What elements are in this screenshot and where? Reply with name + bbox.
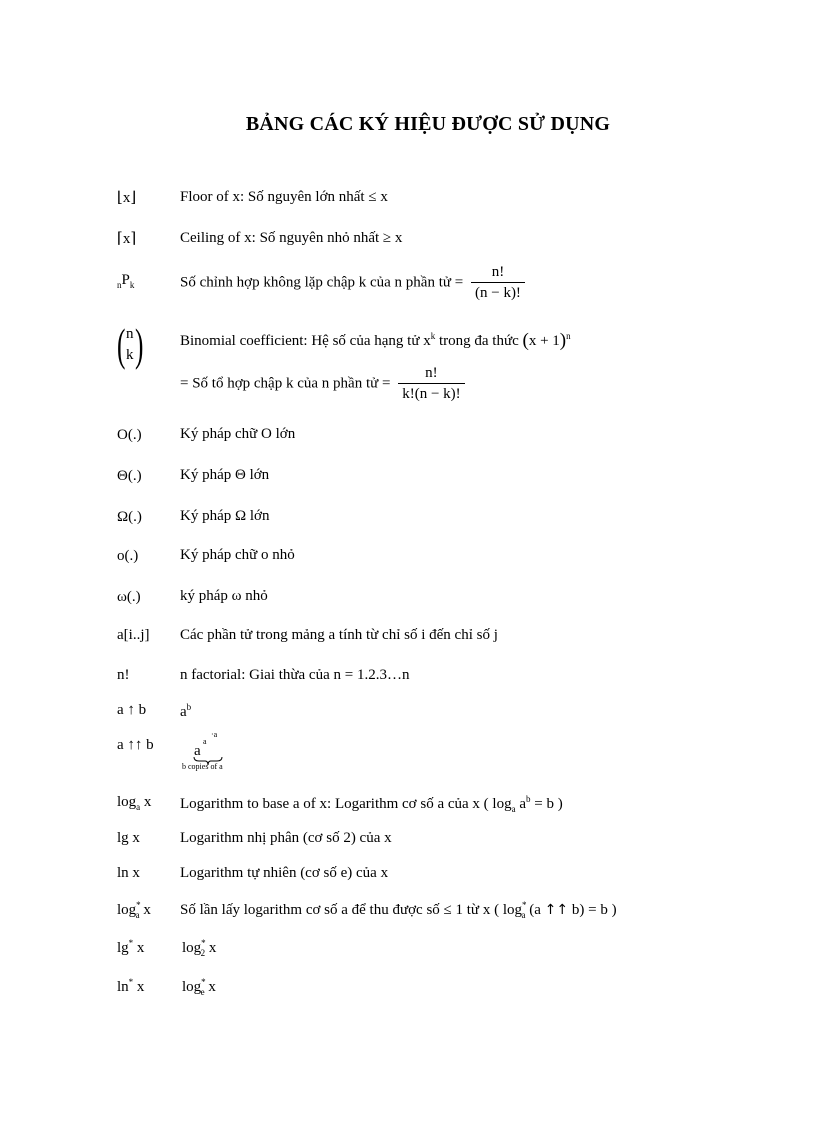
ln-description: Logarithm tự nhiên (cơ số e) của x — [180, 865, 389, 881]
binomial-description: Binomial coefficient: Hệ số của hạng tử $x^k$ trong đa thức $(x + 1)^n$ — [180, 330, 571, 351]
array-symbol: a[i..j] — [117, 627, 150, 643]
ln-star-symbol: ln* x — [117, 977, 145, 995]
up-arrow-symbol: a ↑ b — [117, 702, 147, 718]
double-up-arrow-symbol: a ↑↑ b — [117, 737, 154, 753]
binomial-fraction: $\frac{n!}{k!(n - k)!}$ — [398, 365, 464, 403]
floor-description: Floor of x: Số nguyên lớn nhất ≤ x — [180, 189, 388, 205]
log-star-symbol: $\log^*_a x$ — [117, 900, 151, 920]
theta-symbol: Θ(.) — [117, 468, 142, 484]
ceiling-symbol: ⌈x⌉ — [117, 231, 137, 247]
lg-star-description: $\log^*_2 x$ — [182, 938, 217, 958]
theta-description: Ký pháp Θ lớn — [180, 467, 270, 483]
power-tower: a a ·a b copies of a — [182, 730, 223, 771]
log-base-a-symbol: $\log_a x$ — [117, 794, 152, 812]
ln-star-description: $\log^*_e x$ — [182, 977, 216, 997]
lg-symbol: lg x — [117, 830, 140, 846]
floor-symbol: ⌊x⌋ — [117, 190, 137, 206]
lg-star-symbol: lg* x — [117, 938, 145, 956]
page-title: BẢNG CÁC KÝ HIỆU ĐƯỢC SỬ DỤNG — [245, 113, 611, 135]
big-o-symbol: O(.) — [117, 427, 142, 443]
factorial-symbol: n! — [117, 667, 130, 683]
lg-description: Logarithm nhị phân (cơ số 2) của x — [180, 830, 392, 846]
binomial-description-2: = Số tổ hợp chập k của n phần tử = $\frac{n!}{k!(n - k)!}$ — [180, 365, 465, 403]
binomial-symbol: ( n k ) — [117, 319, 144, 370]
little-omega-symbol: ω(.) — [117, 589, 141, 605]
little-o-symbol: o(.) — [117, 548, 139, 564]
ceiling-description: Ceiling of x: Số nguyên nhỏ nhất ≥ x — [180, 230, 403, 246]
big-o-description: Ký pháp chữ O lớn — [180, 426, 296, 442]
omega-description: Ký pháp Ω lớn — [180, 508, 270, 524]
permutation-fraction: $\frac{n!}{(n - k)!}$ — [471, 264, 525, 302]
ln-symbol: ln x — [117, 865, 140, 881]
omega-symbol: Ω(.) — [117, 509, 142, 525]
up-arrow-description: $a^b$ — [180, 702, 192, 720]
permutation-description: Số chỉnh hợp không lặp chập k của n phần tử = $\frac{n!}{(n - k)!}$ — [180, 264, 525, 302]
little-omega-description: ký pháp ω nhỏ — [180, 588, 268, 604]
log-base-a-description: Logarithm to base a of x: Logarithm cơ số a của x ( $\log_a a^b = b$ ) — [180, 794, 563, 814]
array-description: Các phần tử trong mảng a tính từ chỉ số i đến chỉ số j — [180, 627, 498, 643]
little-o-description: Ký pháp chữ o nhỏ — [180, 547, 295, 563]
permutation-symbol: $_nP_k$ — [117, 272, 135, 290]
log-star-description: Số lần lấy logarithm cơ số a để thu được số ≤ 1 từ x ( $\log^*_a (a$ ↑↑ b) = b ) — [180, 900, 617, 920]
factorial-description: n factorial: Giai thừa của n = 1.2.3…n — [180, 667, 410, 683]
